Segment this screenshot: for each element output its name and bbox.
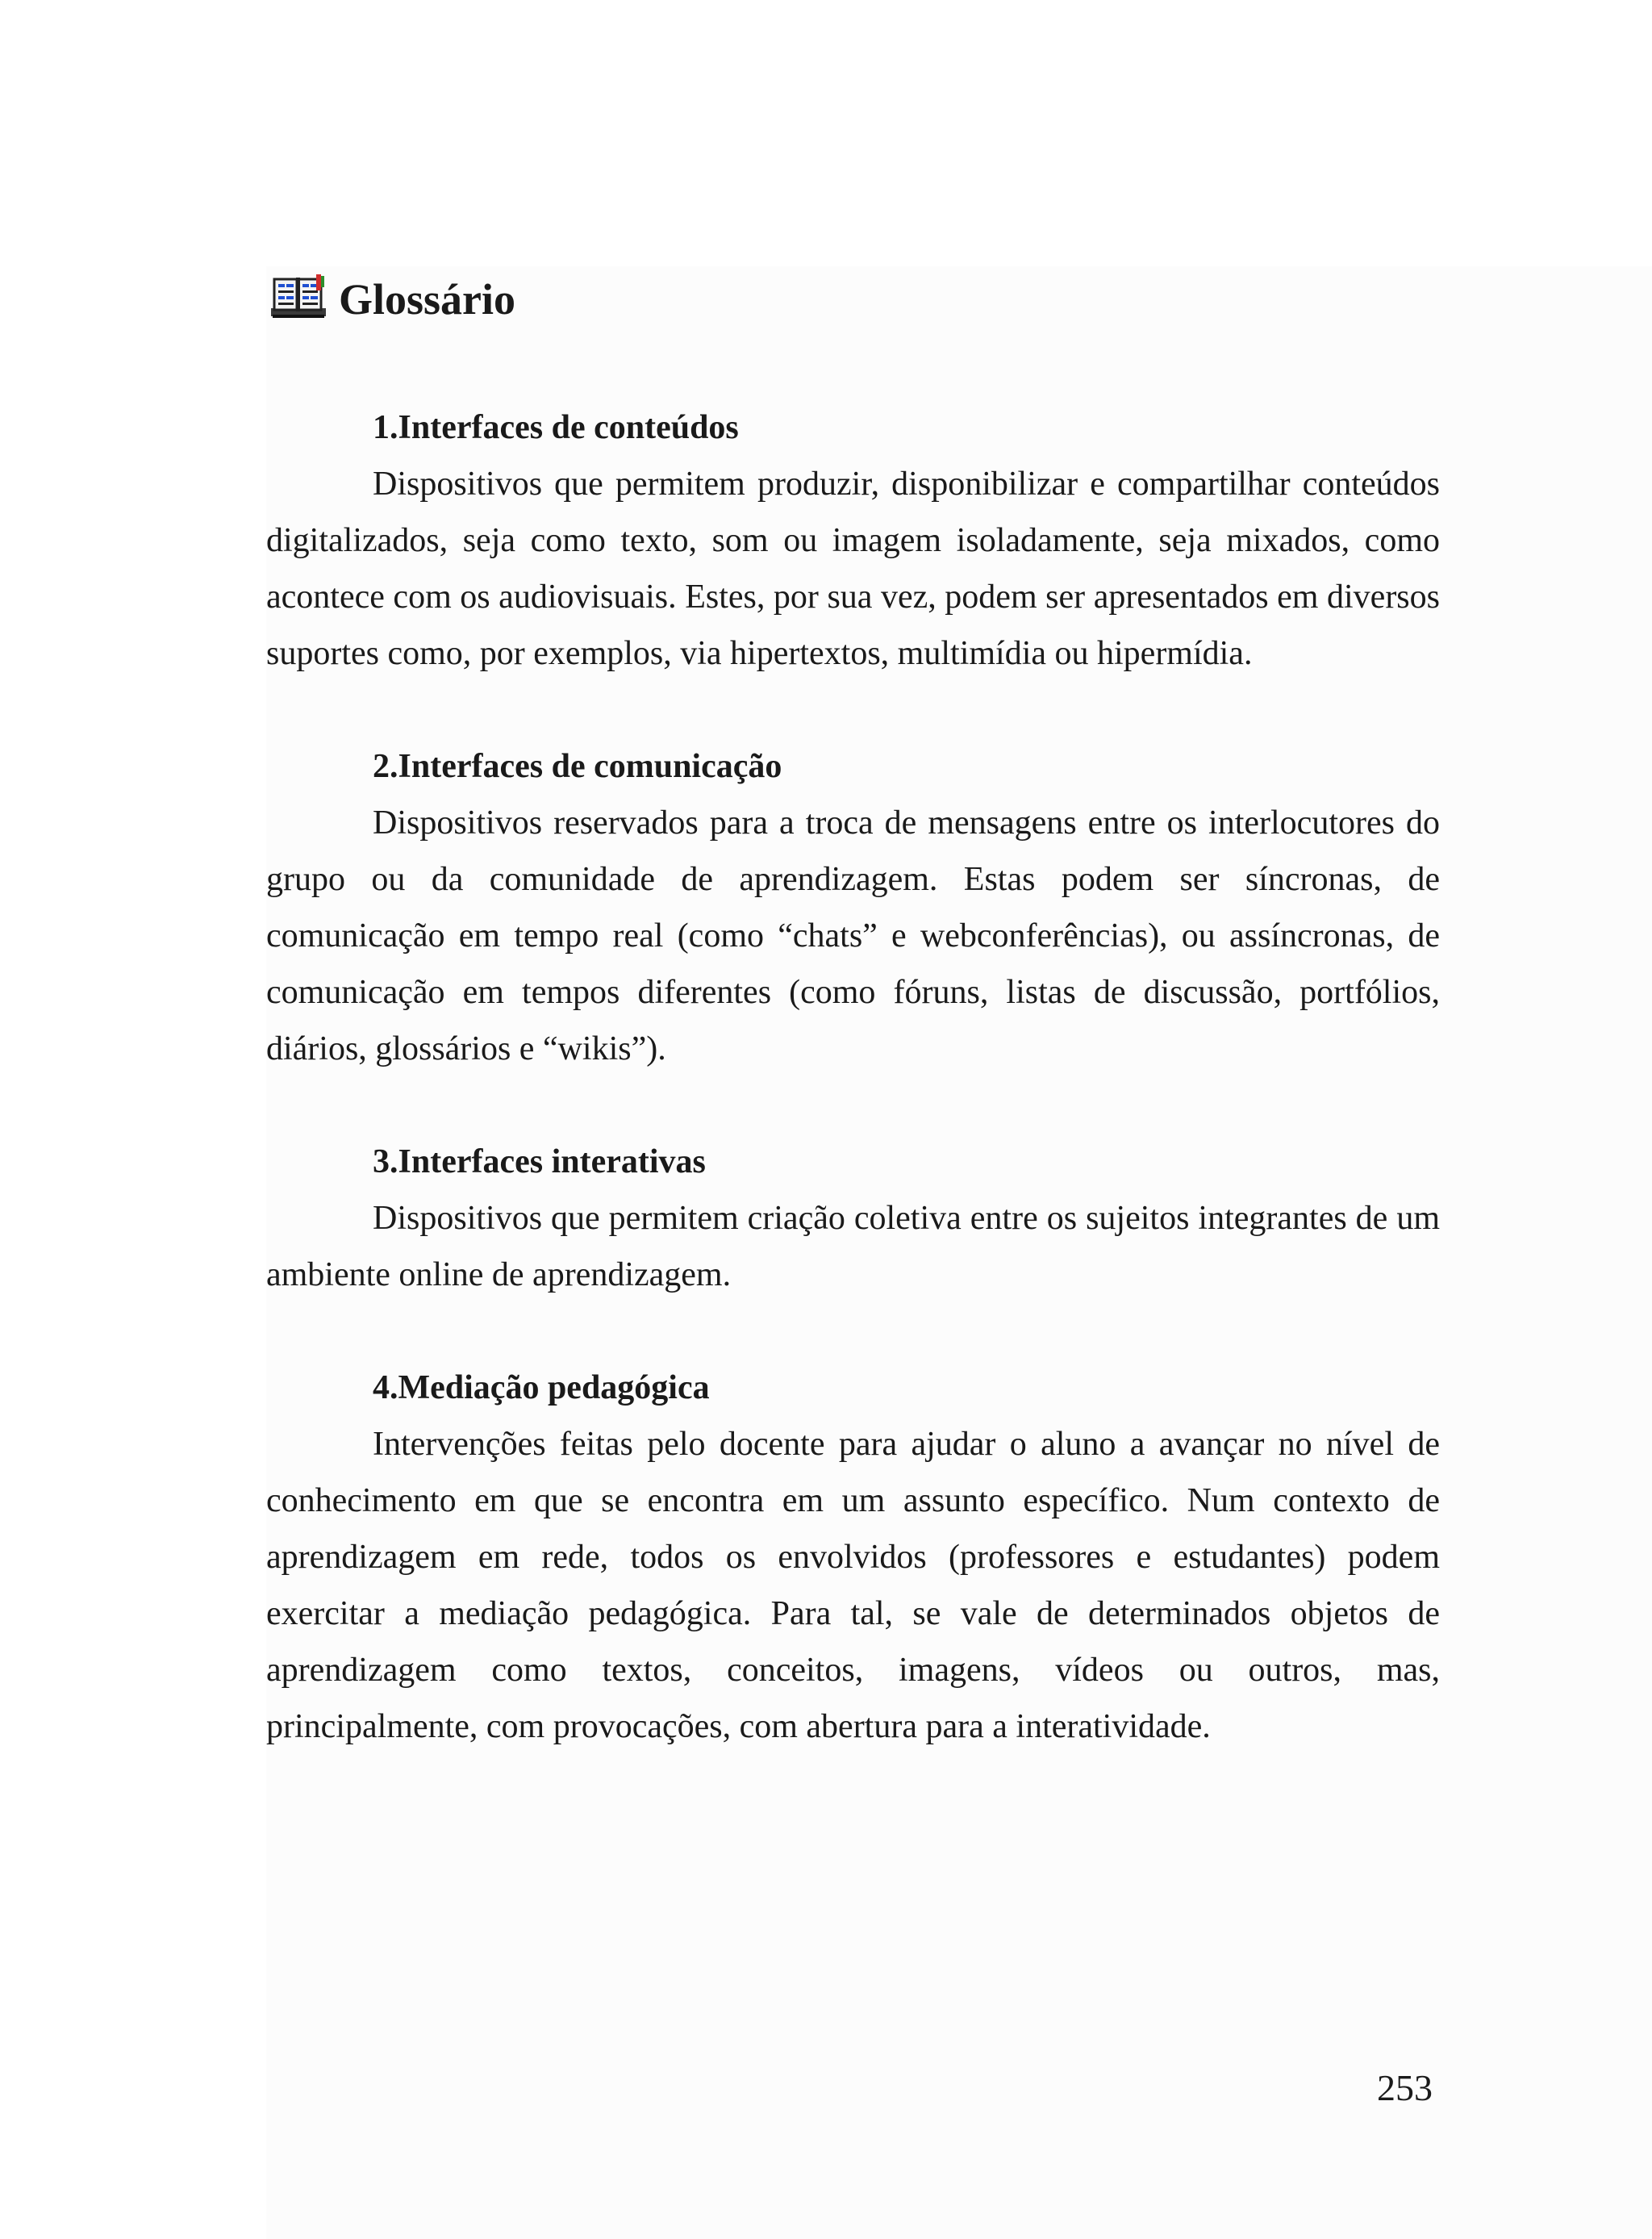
- entry-title: 4.Mediação pedagógica: [373, 1369, 710, 1406]
- glossary-entry: [266, 1134, 1440, 1303]
- glossary-list: [266, 399, 1440, 1811]
- page-number: 253: [1377, 2067, 1433, 2108]
- page-title: Glossário: [339, 275, 516, 324]
- glossary-heading: [269, 273, 515, 331]
- entry-definition: Dispositivos reservados para a troca de mensagens entre os interlocutores do grupo ou da comunidade de aprendizagem. Estas podem ser síncronas, de comunicação em tempo real (como “chats” e webconferências), ou assíncronas, de comunicação em tempos diferentes (como fóruns, listas de discussão, portfólios, diários, glossários e “wikis”).: [266, 804, 1440, 1067]
- glossary-entry: [266, 399, 1440, 682]
- entry-title: 3.Interfaces interativas: [373, 1143, 706, 1180]
- entry-definition: Dispositivos que permitem criação coletiva entre os sujeitos integrantes de um ambiente online de aprendizagem.: [266, 1200, 1440, 1293]
- book-icon: [269, 273, 327, 323]
- entry-definition: Intervenções feitas pelo docente para ajudar o aluno a avançar no nível de conhecimento em que se encontra em um assunto específico. Num contexto de aprendizagem em rede, todos os envolvidos (professores e estudantes) podem exercitar a mediação pedagógica. Para tal, se vale de determinados objetos de aprendizagem como textos, conceitos, imagens, vídeos ou outros, mas, principalmente, com provocações, com abertura para a interatividade.: [266, 1426, 1440, 1745]
- entry-definition: Dispositivos que permitem produzir, disponibilizar e compartilhar conteúdos digitalizados, seja como texto, som ou imagem isoladamente, seja mixados, como acontece com os audiovisuais. Estes, por sua vez, podem ser apresentados em diversos suportes como, por exemplos, via hipertextos, multimídia ou hipermídia.: [266, 466, 1440, 672]
- glossary-entry: [266, 1360, 1440, 1755]
- glossary-entry: [266, 738, 1440, 1077]
- entry-title: 2.Interfaces de comunicação: [373, 748, 782, 785]
- entry-title: 1.Interfaces de conteúdos: [373, 409, 739, 446]
